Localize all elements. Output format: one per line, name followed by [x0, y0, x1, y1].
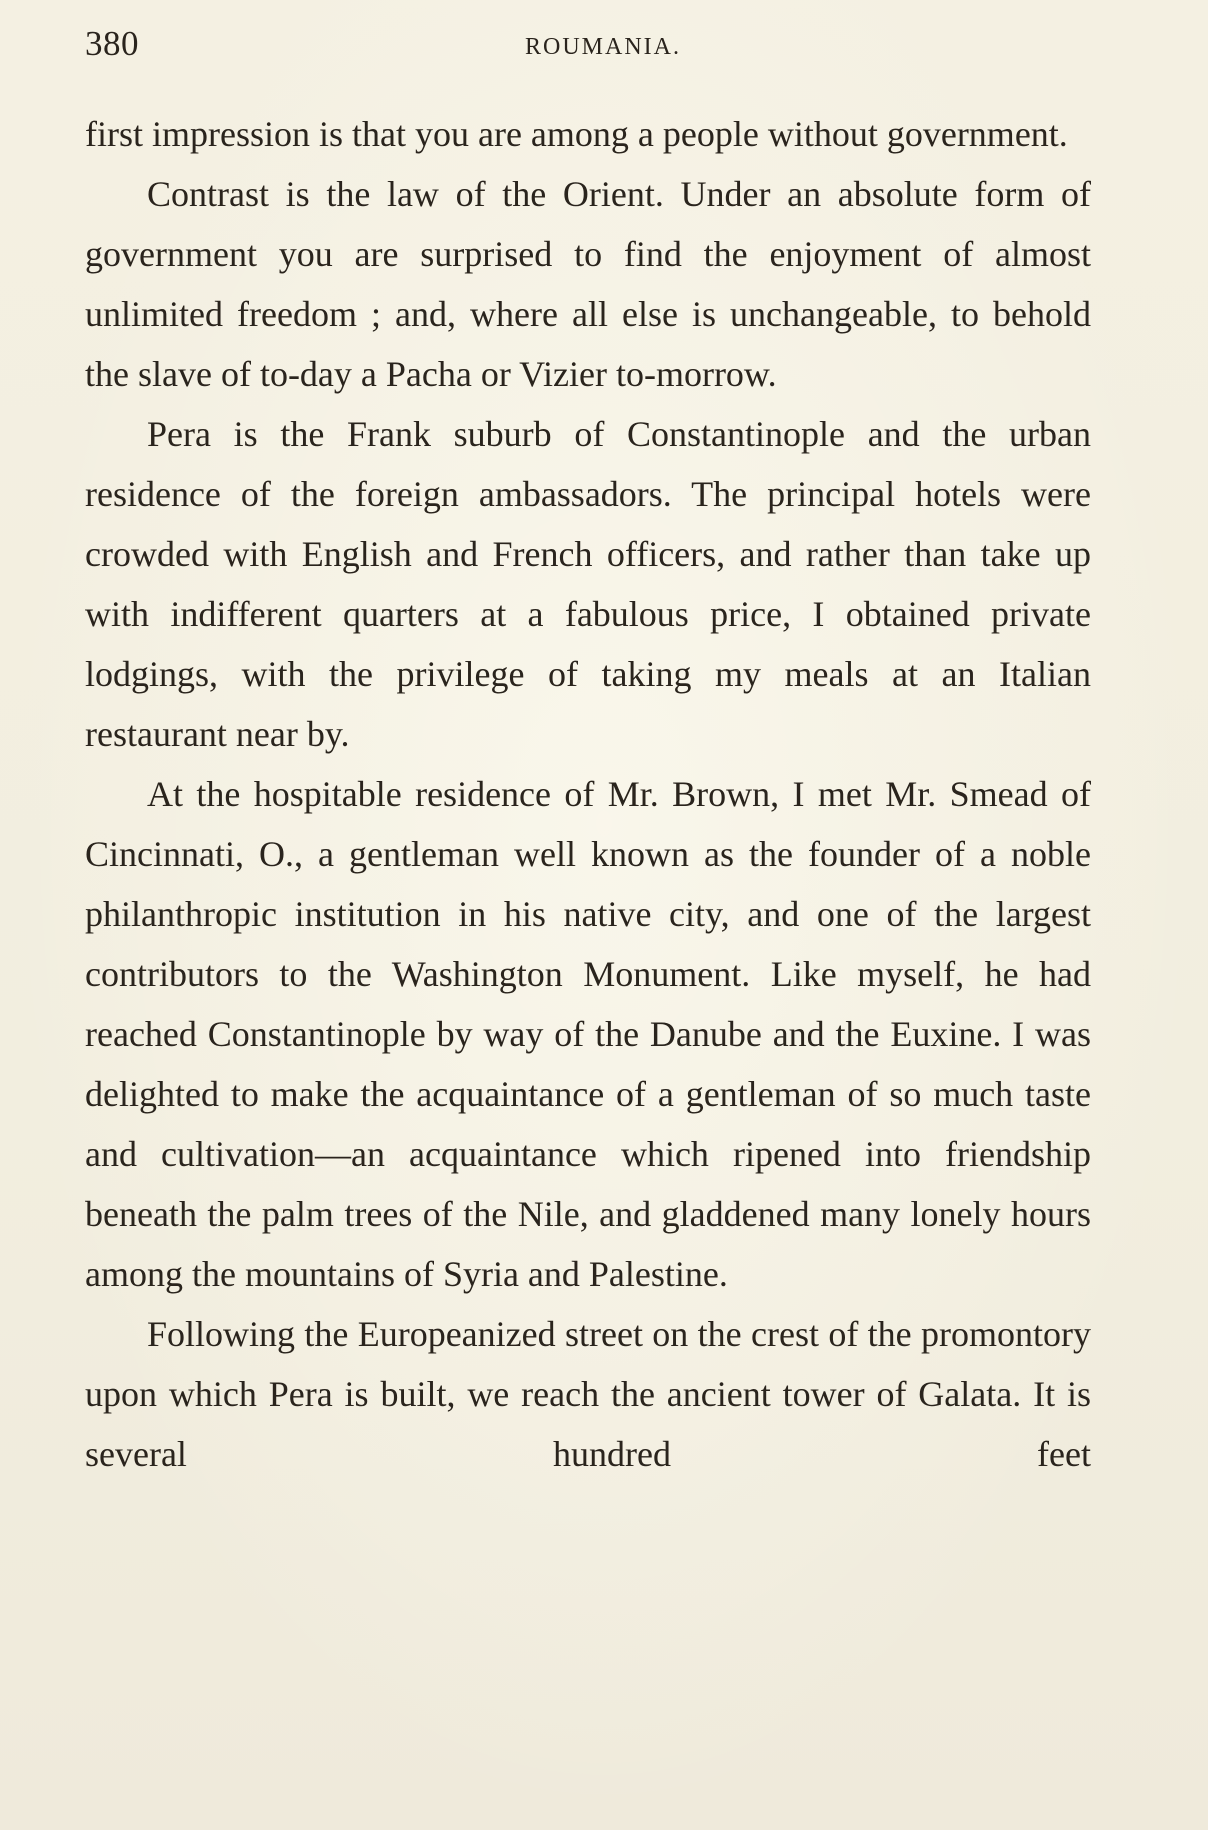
paragraph-3: Pera is the Frank suburb of Constantinople and the urban residence of the foreign ambassadors. The principal hotels were crowded with English and French officers, and rather than take up with indifferent quarters at a fabulous price, I obtained private lodgings, with the privilege of taking my meals at an Italian restaurant near by. — [85, 414, 1091, 754]
page-number: 380 — [85, 24, 139, 63]
running-head: ROUMANIA. — [525, 34, 681, 60]
page-header — [85, 22, 1091, 82]
paragraph-2: Contrast is the law of the Orient. Under an absolute form of government you are surprised to find the enjoyment of almost unlimited freedom ; and, where all else is unchangeable, to behold the slave of to-day a Pacha or Vizier to-morrow. — [85, 174, 1091, 394]
paragraph-4: At the hospitable residence of Mr. Brown, I met Mr. Smead of Cincinnati, O., a gentleman well known as the founder of a noble philanthropic institution in his native city, and one of the largest contributors to the Washington Monument. Like myself, he had reached Constantinople by way of the Danube and the Euxine. I was delighted to make the acquaintance of a gentleman of so much taste and cultivation—an acquaintance which ripened into friendship beneath the palm trees of the Nile, and gladdened many lonely hours among the mountains of Syria and Palestine. — [85, 774, 1091, 1294]
paragraph-5: Following the Europeanized street on the crest of the promontory upon which Pera is built, we reach the ancient tower of Galata. It is several hundred feet — [85, 1314, 1091, 1474]
paragraph-1: first impression is that you are among a people without government. — [85, 114, 1068, 154]
body-text — [85, 104, 1091, 1484]
